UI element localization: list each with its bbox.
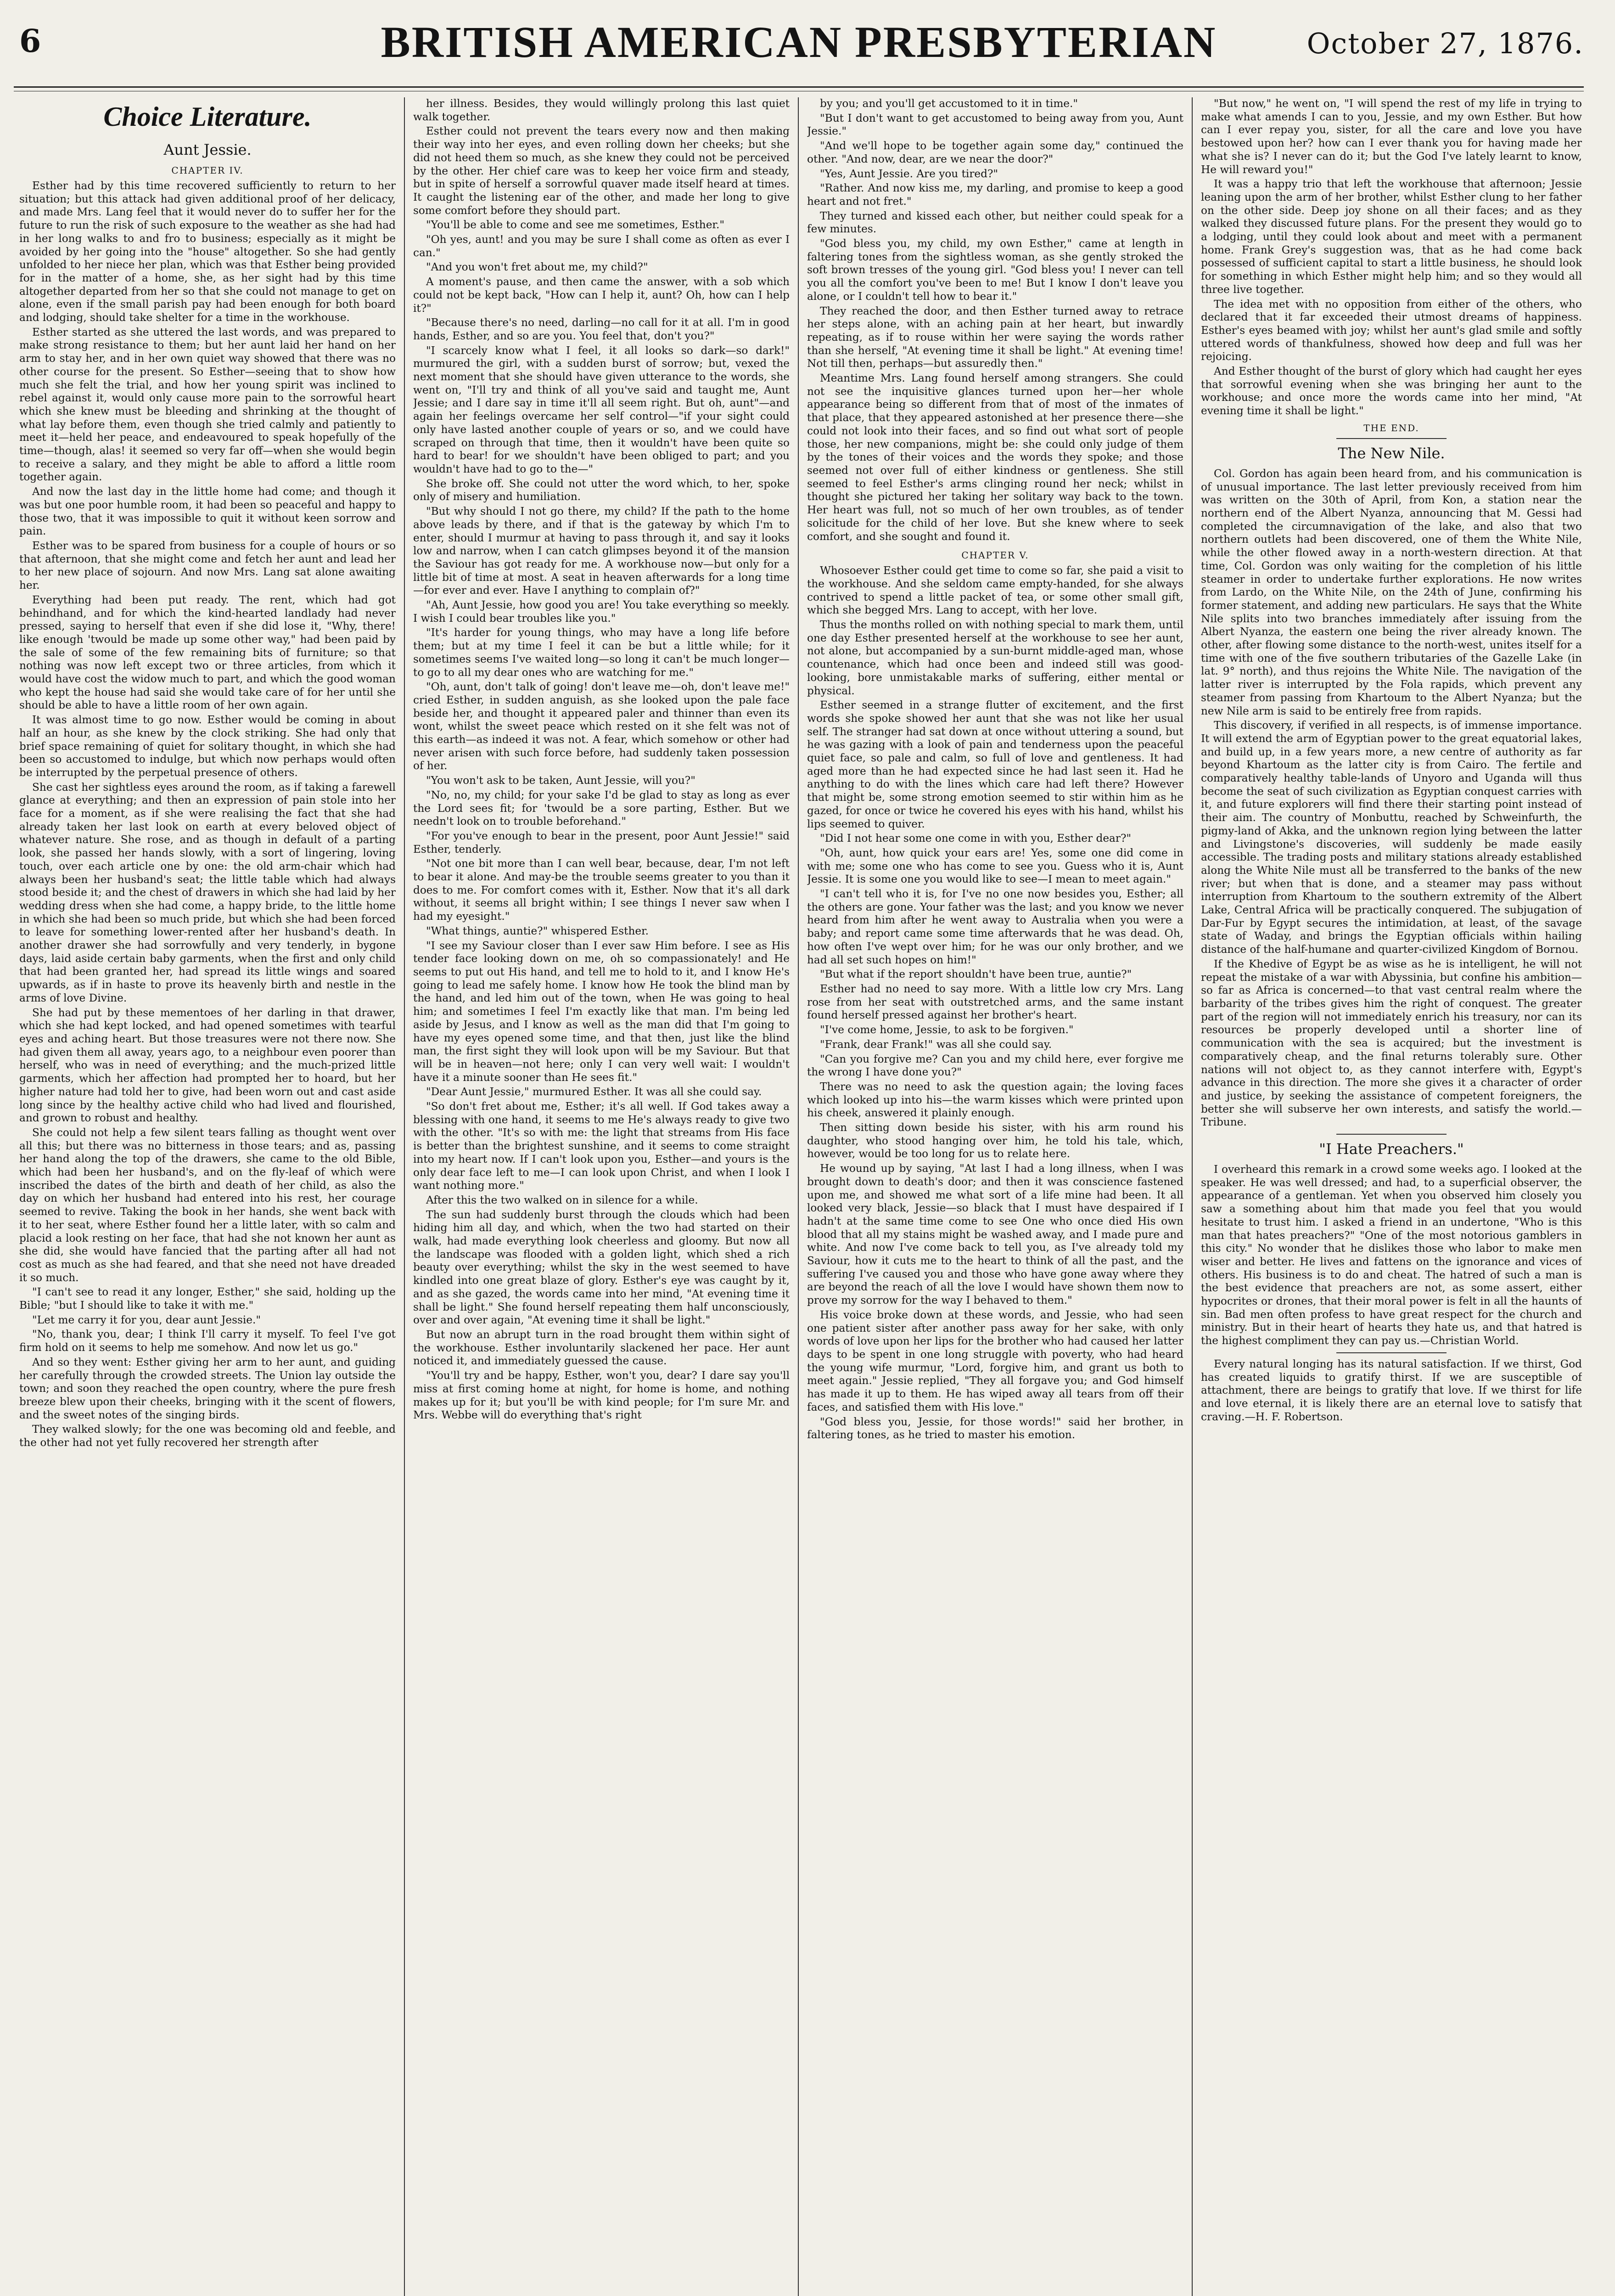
paragraph: "So don't fret about me, Esther; it's all well. If God takes away a blessing with one hand, it seems to me He's always ready to give two with the other. "It's so with me: the light that streams from His face is better than the brightest sunshine, and it seems to come straight into my heart now. If I can't look upon you, Esther—and yours is the only dear face left to me—I can look upon Christ, and when I look I want nothing more." xyxy=(413,1100,790,1192)
paragraph: "You'll try and be happy, Esther, won't you, dear? I dare say you'll miss at first coming home at night, for home is home, and nothing makes up for it; but you'll be with kind people; for I'm sure Mr. and Mrs. Webbe will do everything that's right xyxy=(413,1369,790,1422)
paragraph: by you; and you'll get accustomed to it in time." xyxy=(820,97,1078,110)
paragraph: "But now," he went on, "I will spend the rest of my life in trying to make what amends I can to you, Jessie, and my own Esther. But how can I ever repay you, sister, for all the care and love you have bestowed upon her? how can I ever thank you for having made her what she is? I never can do it; but the God I've lately learnt to know, He will reward you!" xyxy=(1201,97,1582,176)
paragraph: "Yes, Aunt Jessie. Are you tired?" xyxy=(820,167,998,180)
header-rule xyxy=(14,86,1584,88)
paragraph: "But why should I not go there, my child? If the path to the home above leads by there, and if that is the gateway by which I'm to enter, should I murmur at having to pass through it, and say it looks low and narrow, when I can catch glimpses beyond it of the mansion the Saviour has got ready for me. A workhouse now—but only for a little bit of time at most. A seat in heaven afterwards for a long time—for ever and ever. Have I anything to complain of?" xyxy=(413,505,790,597)
paragraph: "God bless you, my child, my own Esther," came at length in faltering tones from the sightless woman, as she gently stroked the soft brown tresses of the young girl. "God bless you! I never can tell you all the comfort you've been to me! But I know I don't leave you alone, or I couldn't tell how to bear it." xyxy=(807,237,1183,303)
paragraph: Col. Gordon has again been heard from, and his communication is of unusual importance. The last letter previously received from him was written on the 30th of April, from Kon, a station near the northern end of the Albert Nyanza, announcing that M. Gessi had completed the circumnavigation of the lake, and also that two northern outlets had been discovered, one of them the White Nile, while the other flowed away in a north-western direction. At that time, Col. Gordon was only waiting for the completion of his little steamer in order to undertake further explorations. He now writes from Lardo, on the White Nile, on the 24th of June, confirming his former statement, and adding new particulars. He says that the White Nile splits into two branches immediately after issuing from the Albert Nyanza, the eastern one being the river already known. The other, after flowing some distance to the north-west, unites itself for a time with one of the five southern tributaries of the Gazelle Lake (in lat. 9° north), and thus rejoins the White Nile. The navigation of the latter river is interrupted by the Fola rapids, which prevent any steamer from passing from Khartoum to the Albert Nyanza; but the new Nile arm is said to be entirely free from rapids. xyxy=(1201,467,1582,717)
paragraph: Esther had no need to say more. With a little low cry Mrs. Lang rose from her seat with outstretched arms, and the same instant found herself pressed against her brother's heart. xyxy=(807,983,1183,1022)
page-header xyxy=(9,0,1588,101)
paragraph: She cast her sightless eyes around the room, as if taking a farewell glance at everything; and then an expression of pain stole into her face for a moment, as if she were realising the fact that she had already taken her last look on earth at every beloved object of whatever nature. She rose, and as though in default of a parting look, she passed her hands slowly, with a sort of lingering, loving touch, over each article one by one: the old arm-chair which had always been her husband's seat; the little table which had always stood beside it; and the chest of drawers in which she had laid by her wedding dress when she had come, a happy bride, to the little home in which she had been so much pride, but which she had been forced to leave for something lower-rented after her husband's death. In another drawer she had sorrowfully and very tenderly, in bygone days, laid aside certain baby garments, when the first and only child that had been granted her, had spread its little wings and soared upwards, as if in haste to prove its heavenly birth and nestle in the arms of love Divine. xyxy=(19,781,396,1004)
paragraph: And now the last day in the little home had come; and though it was but one poor humble room, it had been so peaceful and happy to those two, that it was impossible to quit it without keen sorrow and pain. xyxy=(19,485,396,538)
paragraph: Meantime Mrs. Lang found herself among strangers. She could not see the inquisitive glances turned upon her—her whole appearance being so different from that of most of the inmates of that place, that they appeared astonished at her presence there—she could not look into their faces, and so find out what sort of people those, her new companions, might be: she could only judge of them by the tones of their voices and the words they spoke; and those seemed not over full of either kindness or gentleness. She still seemed to feel Esther's arms clinging round her neck; whilst in thought she pictured her taking her solitary way back to the town. Her heart was full, not so much of her own troubles, as of tender solicitude for the child of her love. But she knew where to seek comfort, and she sought and found it. xyxy=(807,372,1183,543)
paragraph: Esther was to be spared from business for a couple of hours or so that afternoon, that she might come and fetch her aunt and lead her to her new place of sojourn. And now Mrs. Lang sat alone awaiting her. xyxy=(19,539,396,592)
paragraph: "For you've enough to bear in the present, poor Aunt Jessie!" said Esther, tenderly. xyxy=(413,829,790,855)
paragraph: "I've come home, Jessie, to ask to be forgiven." xyxy=(820,1024,1074,1036)
chapter-heading: CHAPTER V. xyxy=(961,550,1029,561)
column-3 xyxy=(807,97,1183,2296)
paragraph: There was no need to ask the question again; the loving faces which looked up into his—the warm kisses which were printed upon his cheek, answered it plainly enough. xyxy=(807,1080,1183,1120)
article-separator xyxy=(1336,438,1447,439)
column-divider xyxy=(404,97,405,2296)
paragraph: She had put by these mementoes of her darling in that drawer, which she had kept locked, and had opened sometimes with tearful eyes and aching heart. But those treasures were not there now. She had given them all away, years ago, to a neighbour even poorer than herself, who was in need of everything; and the much-prized little garments, which her affection had prompted her to hoard, but her higher nature had told her to give, had been worn out and cast aside long since by the healthy active child who had lived and flourished, and grown to robust and healthy. xyxy=(19,1006,396,1125)
column-divider xyxy=(798,97,799,2296)
paragraph: Everything had been put ready. The rent, which had got behindhand, and for which the kind-hearted landlady had never pressed, saying to herself that even if she did lose it, "Why, there! like enough 'twould be made up some other way," had been paid by the sale of some of the few remaining bits of furniture; so that nothing was now left except two or three articles, from which it would have cost the widow much to part, and which the good woman who kept the house had said she would take care of for her until she should be able to have a little room of her own again. xyxy=(19,593,396,712)
paragraph: The sun had suddenly burst through the clouds which had been hiding him all day, and which, when the two had started on their walk, had made everything look cheerless and gloomy. But now all the landscape was flooded with a golden light, which shed a rich beauty over everything; whilst the sky in the west seemed to have kindled into one great blaze of glory. Esther's eye was caught by it, and as she gazed, the words came into her mind, "At evening time it shall be light." She found herself repeating them half unconsciously, over and over again, "At evening time it shall be light." xyxy=(413,1208,790,1327)
paragraph: "What things, auntie?" whispered Esther. xyxy=(426,924,649,937)
paragraph: It was a happy trio that left the workhouse that afternoon; Jessie leaning upon the arm of her brother, whilst Esther clung to her father on the other side. Deep joy shone on all their faces; and as they walked they discussed future plans. For the present they would go to a lodging, until they could look about and meet with a permanent home. Frank Grey's suggestion was, that as he had come back possessed of sufficient capital to start a little business, he should look for something in which Esther might help him; and so they would all three live together. xyxy=(1201,178,1582,296)
paragraph: "You'll be able to come and see me sometimes, Esther." xyxy=(426,219,725,231)
story-title: Aunt Jessie. xyxy=(163,141,252,158)
paragraph: She broke off. She could not utter the word which, to her, spoke only of misery and humiliation. xyxy=(413,477,790,503)
paragraph: It was almost time to go now. Esther would be coming in about half an hour, as she knew by the clock striking. She had only that brief space remaining of quiet for solitary thought, in which she had been so accustomed to indulge, but which now perhaps would often be interrupted by the perpetual presence of others. xyxy=(19,714,396,779)
column-divider xyxy=(1192,97,1193,2296)
paragraph: "Let me carry it for you, dear aunt Jessie." xyxy=(32,1313,261,1326)
paragraph: Esther started as she uttered the last words, and was prepared to make strong resistance to them; but her aunt laid her hand on her arm to stay her, and in her own quiet way showed that there was no other course for the present. So Esther—seeing that to show how much she felt the trial, and how her young spirit was inclined to rebel against it, would only cause more pain to the sorrowful heart which she knew must be bleeding and shrinking at the thought of what lay before them, even though she tried calmly and patiently to meet it—held her peace, and endeavoured to speak hopefully of the time—though, alas! it seemed so very far off—when she would begin to receive a salary, and they might be able to afford a little room together again. xyxy=(19,326,396,484)
paragraph: Every natural longing has its natural satisfaction. If we thirst, God has created liquids to gratify thirst. If we are susceptible of attachment, there are beings to gratify that love. If we thirst for life and love eternal, it is likely there are an eternal love to satisfy that craving.—H. F. Robertson. xyxy=(1201,1357,1582,1423)
masthead-title: BRITISH AMERICAN PRESBYTERIAN xyxy=(381,17,1217,67)
paragraph: His voice broke down at these words, and Jessie, who had seen one patient sister after another pass away for her sake, with only words of love upon her lips for the brother who had caused her latter days to be spent in one long struggle with poverty, who had heard the young wife murmur, "Lord, forgive him, and grant us both to meet again." Jessie replied, "They all forgave you; and God himself has made it up to them. He has wiped away all tears from off their faces, and satisfied them with His love." xyxy=(807,1308,1183,1413)
paragraph: "Not one bit more than I can well bear, because, dear, I'm not left to bear it alone. And may-be the trouble seems greater to you than it does to me. For comfort comes with it, Esther. Now that it's all dark without, it seems all bright within; I see things I never saw when I had my eyesight." xyxy=(413,857,790,923)
paragraph: She could not help a few silent tears falling as thought went over all this; but there was no bitterness in those tears; and as, passing her hand along the top of the drawers, she came to the old Bible, which had been her husband's, and on the fly-leaf of which were inscribed the dates of the birth and death of her child, as also the day on which her husband had entered into his rest, her courage seemed to revive. Taking the book in her hands, she went back with it to her seat, where Esther found her a little later, with so calm and placid a look resting on her face, that had she not known her aunt as she did, she would have fancied that the parting after all had not cost as much as she had feared, and that she need not have dreaded it so much. xyxy=(19,1126,396,1284)
paragraph: "I can't see to read it any longer, Esther," she said, holding up the Bible; "but I should like to take it with me." xyxy=(19,1286,396,1312)
story-body xyxy=(19,180,396,1450)
paragraph: "But what if the report shouldn't have been true, auntie?" xyxy=(820,968,1132,981)
paragraph: They walked slowly; for the one was becoming old and feeble, and the other had not yet fully recovered her strength after xyxy=(19,1423,396,1449)
paragraph: After this the two walked on in silence for a while. xyxy=(426,1193,698,1206)
page-number: 6 xyxy=(19,23,41,60)
paragraph: "No, thank you, dear; I think I'll carry it myself. To feel I've got firm hold on it seems to help me somehow. And now let us go." xyxy=(19,1328,396,1354)
paragraph: Esther had by this time recovered sufficiently to return to her situation; but this attack had given additional proof of her delicacy, and made Mrs. Lang feel that it would never do to suffer her for the future to run the risk of such exposure to the weather as she had had in her long walks to and fro to business; especially as it might be avoided by her going into the "house" altogether. So she had gently unfolded to her niece her plan, which was that Esther being provided for in the matter of a home, she, as her sight had by this time altogether departed from her so that she could not manage to get on alone, even if the small parish pay had been enough for both board and lodging, should take shelter for a time in the workhouse. xyxy=(19,180,396,324)
article-title-i-hate-preachers: "I Hate Preachers." xyxy=(1319,1140,1464,1158)
paragraph: They turned and kissed each other, but neither could speak for a few minutes. xyxy=(807,209,1183,236)
chapter-heading: CHAPTER IV. xyxy=(171,165,244,176)
paragraph: "Oh, aunt, how quick your ears are! Yes, some one did come in with me; some one who has come to see you. Guess who it is, Aunt Jessie. It is some one you would like to see—I mean to meet again." xyxy=(807,846,1183,886)
column-2 xyxy=(413,97,790,2296)
paragraph: Then sitting down beside his sister, with his arm round his daughter, who stood hanging over him, he told his tale, which, however, would be too long for us to relate here. xyxy=(807,1121,1183,1160)
paragraph: "And you won't fret about me, my child?" xyxy=(426,261,648,274)
paragraph: The idea met with no opposition from either of the others, who declared that it far exceeded their utmost dreams of happiness. Esther's eyes beamed with joy; whilst her aunt's glad smile and softly uttered words of thankfulness, showed how deep and full was her rejoicing. xyxy=(1201,298,1582,363)
paragraph: "No, no, my child; for your sake I'd be glad to stay as long as ever the Lord sees fit; for 'twould be a sore parting, Esther. But we needn't look on to trouble beforehand." xyxy=(413,788,790,828)
paragraph: "I scarcely know what I feel, it all looks so dark—so dark!" murmured the girl, with a sudden burst of sorrow; but, vexed the next moment that she should have given utterance to the words, she went on, "I'll try and think of all you've said and taught me, Aunt Jessie; and I dare say in time it'll all seem right. But oh, aunt"—and again her feelings overcame her self control—"if your sight could only have lasted another couple of years or so, and we could have scraped on through that time, then it wouldn't have been quite so hard to bear! for we shouldn't have been obliged to part; and you wouldn't have had to go to the—" xyxy=(413,344,790,475)
paragraph: They reached the door, and then Esther turned away to retrace her steps alone, with an aching pain at her heart, but inwardly repeating, as if to rouse within her were saying the words rather than she herself, "At evening time it shall be light." At evening time! Not till then, perhaps—but assuredly then." xyxy=(807,304,1183,370)
article-title-new-nile: The New Nile. xyxy=(1338,444,1445,462)
paragraph: He wound up by saying, "At last I had a long illness, when I was brought down to death's door; and then it was conscience fastened upon me, and showed me what sort of a life mine had been. It all looked very black, Jessie—so black that I must have despaired if I hadn't at the same time come to see One who once died His own blood that all my stains might be washed away, and I made pure and white. And now I've come back to tell you, as I've already told my Saviour, how it cuts me to the heart to think of all the past, and the suffering I've caused you and those who have gone away where they are beyond the reach of all the love I would have shown them now to prove my sorrow for the way I behaved to them." xyxy=(807,1162,1183,1307)
paragraph: I overheard this remark in a crowd some weeks ago. I looked at the speaker. He was well dressed; and had, to a superficial observer, the appearance of a gentleman. Yet when you observed him closely you saw a something about him that made you feel that you would hesitate to trust him. I asked a friend in an undertone, "Who is this man that hates preachers?" "One of the most notorious gamblers in this city." No wonder that he dislikes those who labor to make men wiser and better. He lives and fattens on the ignorance and vices of others. His business is to do and cheat. The hatred of such a man is the best evidence that preachers are not, as some assert, either hypocrites or drones, that their moral power is felt in all the haunts of sin. Bad men often profess to have great respect for the church and ministry. But in their heart of hearts they hate us, and that hatred is the highest compliment they can pay us.—Christian World. xyxy=(1201,1163,1582,1347)
paragraph: "You won't ask to be taken, Aunt Jessie, will you?" xyxy=(426,774,695,787)
article-separator xyxy=(1336,1352,1447,1353)
paragraph: "Dear Aunt Jessie," murmured Esther. It was all she could say. xyxy=(426,1086,762,1098)
paragraph: And so they went: Esther giving her arm to her aunt, and guiding her carefully through the crowded streets. The Union lay outside the town; and soon they reached the open country, where the pure fresh breeze blew upon their cheeks, bringing with it the scent of flowers, and the sweet notes of the singing birds. xyxy=(19,1356,396,1421)
paragraph: This discovery, if verified in all respects, is of immense importance. It will extend the arm of Egyptian power to the great equatorial lakes, and build up, in a few years more, a new centre of authority as far beyond Khartoum as the latter city is from Cairo. The fertile and comparatively healthy table-lands of Unyoro and Uganda will thus become the seat of such civilization as Egyptian conquest carries with it, and future explorers will find there their starting point instead of their aim. The country of Monbuttu, reached by Schweinfurth, the pigmy-land of Akka, and the unknown region lying between the latter and Livingstone's discoveries, will suddenly be made easily accessible. The trading posts and military stations already established along the White Nile must all be transferred to the banks of the new river; but when that is done, and a steamer may pass without interruption from Khartoum to the southern extremity of the Albert Lake, Central Africa will be practically conquered. The subjugation of Dar-Fur by Egypt secures the intimidation, at least, of the savage state of Waday, and brings the Egyptian officials within hailing distance of the half-humane and quarter-civilized Kingdom of Bornou. xyxy=(1201,719,1582,956)
paragraph: Esther could not prevent the tears every now and then making their way into her eyes, and even rolling down her cheeks; but she did not heed them so much, as she knew they could not be perceived by the other. Her chief care was to keep her voice firm and steady, but in spite of herself a sorrowful quaver made itself heard at times. It caught the listening ear of the other, and made her long to give some comfort before they should part. xyxy=(413,125,790,217)
paragraph: "But I don't want to get accustomed to being away from you, Aunt Jessie." xyxy=(807,112,1183,138)
paragraph: "God bless you, Jessie, for those words!" said her brother, in faltering tones, as he tried to master his emotion. xyxy=(807,1415,1183,1441)
column-1 xyxy=(19,97,396,2296)
paragraph: But now an abrupt turn in the road brought them within sight of the workhouse. Esther involuntarily slackened her pace. Her aunt noticed it, and immediately guessed the cause. xyxy=(413,1328,790,1367)
paragraph: Thus the months rolled on with nothing special to mark them, until one day Esther presented herself at the workhouse to see her aunt, not alone, but accompanied by a sun-burnt middle-aged man, whose countenance, which had once been and indeed still was good-looking, bore unmistakable marks of suffering, either mental or physical. xyxy=(807,619,1183,697)
paragraph: "Oh yes, aunt! and you may be sure I shall come as often as ever I can." xyxy=(413,233,790,259)
section-title-choice-literature: Choice Literature. xyxy=(103,101,312,132)
paragraph: If the Khedive of Egypt be as wise as he is intelligent, he will not repeat the mistake of a war with Abyssinia, but confine his ambition—so far as Africa is concerned—to that vast central realm where the barbarity of the tribes gives him the right of conquest. The greater part of the region will not immediately enrich his treasury, nor can its resources be properly developed until a shorter line of communication with the sea is acquired; but the investment is comparatively cheap, and the final returns tolerably sure. Other nations will not object to, as they cannot interfere with, Egypt's advance in this direction. The more she gives it a character of order and justice, by seeking the assistance of competent foreigners, the better she will subserve her own interests, and satisfy the world.—Tribune. xyxy=(1201,957,1582,1129)
paragraph: "And we'll hope to be together again some day," continued the other. "And now, dear, are we near the door?" xyxy=(807,140,1183,165)
column-4 xyxy=(1201,97,1582,2296)
paragraph: "Rather. And now kiss me, my darling, and promise to keep a good heart and not fret." xyxy=(807,182,1183,208)
paragraph: "Because there's no need, darling—no call for it at all. I'm in good hands, Esther, and so are you. You feel that, don't you?" xyxy=(413,316,790,342)
paragraph: "Oh, aunt, don't talk of going! don't leave me—oh, don't leave me!" cried Esther, in sudden anguish, as she looked upon the pale face beside her, and thought it appeared paler and thinner than even its wont, whilst the sweet peace which rested on it she felt was not of this earth—as indeed it was not. A fear, which somehow or other had never arisen with such force before, had suddenly taken possession of her. xyxy=(413,681,790,772)
paragraph: And Esther thought of the burst of glory which had caught her eyes that sorrowful evening when she was bringing her aunt to the workhouse; and once more the words came into her mind, "At evening time it shall be light." xyxy=(1201,365,1582,417)
issue-date: October 27, 1876. xyxy=(1307,27,1584,60)
paragraph: Esther seemed in a strange flutter of excitement, and the first words she spoke showed her aunt that she was not like her usual self. The stranger had sat down at once without uttering a sound, but he was gazing with a look of pain and tenderness upon the peaceful quiet face, so pale and calm, so full of love and gentleness. It had aged more than he had expected since he had last seen it. Had he anything to do with the lines which care had left there? However that might be, some strong emotion seemed to stir within him as he gazed, for once or twice he covered his eyes with his hand, whilst his lips seemed to quiver. xyxy=(807,699,1183,830)
paragraph: "It's harder for young things, who may have a long life before them; but at my time I feel it can be but a little while; for it sometimes seems I've waited long—so long it can't be much longer—to go to all my dear ones who are watching for me." xyxy=(413,626,790,679)
paragraph: Whosoever Esther could get time to come so far, she paid a visit to the workhouse. And she seldom came empty-handed, for she always contrived to spend a little packet of tea, or some other small gift, which she begged Mrs. Lang to accept, with her love. xyxy=(807,564,1183,617)
paragraph: "I see my Saviour closer than I ever saw Him before. I see as His tender face looking down on me, oh so compassionately! and He seems to put out His hand, and tell me to hold to it, and I know He's going to lead me safely home. I know how He took the blind man by the hand, and led him out of the town, when He was going to heal him; and sometimes I feel I'm exactly like that man. I'm being led aside by Jesus, and I know as well as the man did that I'm going to have my eyes opened some time, and that then, just like the blind man, the first sight they will look upon will be my Saviour. But that will be in heaven—not here; only I can very well wait: I wouldn't have it a minute sooner than He sees fit." xyxy=(413,939,790,1084)
paragraph: "Can you forgive me? Can you and my child here, ever forgive me the wrong I have done you?" xyxy=(807,1052,1183,1079)
paragraph: "Ah, Aunt Jessie, how good you are! You take everything so meekly. I wish I could bear troubles like you." xyxy=(413,599,790,625)
paragraph: "Did I not hear some one come in with you, Esther dear?" xyxy=(820,832,1132,845)
paragraph: "Frank, dear Frank!" was all she could say. xyxy=(820,1038,1052,1051)
the-end-marker: THE END. xyxy=(1363,422,1419,433)
paragraph: A moment's pause, and then came the answer, with a sob which could not be kept back, "How can I help it, aunt? Oh, how can I help it?" xyxy=(413,276,790,315)
paragraph: her illness. Besides, they would willingly prolong this last quiet walk together. xyxy=(413,97,790,123)
article-separator xyxy=(1336,1134,1447,1135)
paragraph: "I can't tell who it is, for I've no one now besides you, Esther; all the others are gone. Your father was the last; and you know we never heard from him after he went away to Australia when you were a baby; and report came some time afterwards that he was dead. Oh, how often I've wept over him; for he was our only brother, and we had all set such hopes on him!" xyxy=(807,888,1183,966)
